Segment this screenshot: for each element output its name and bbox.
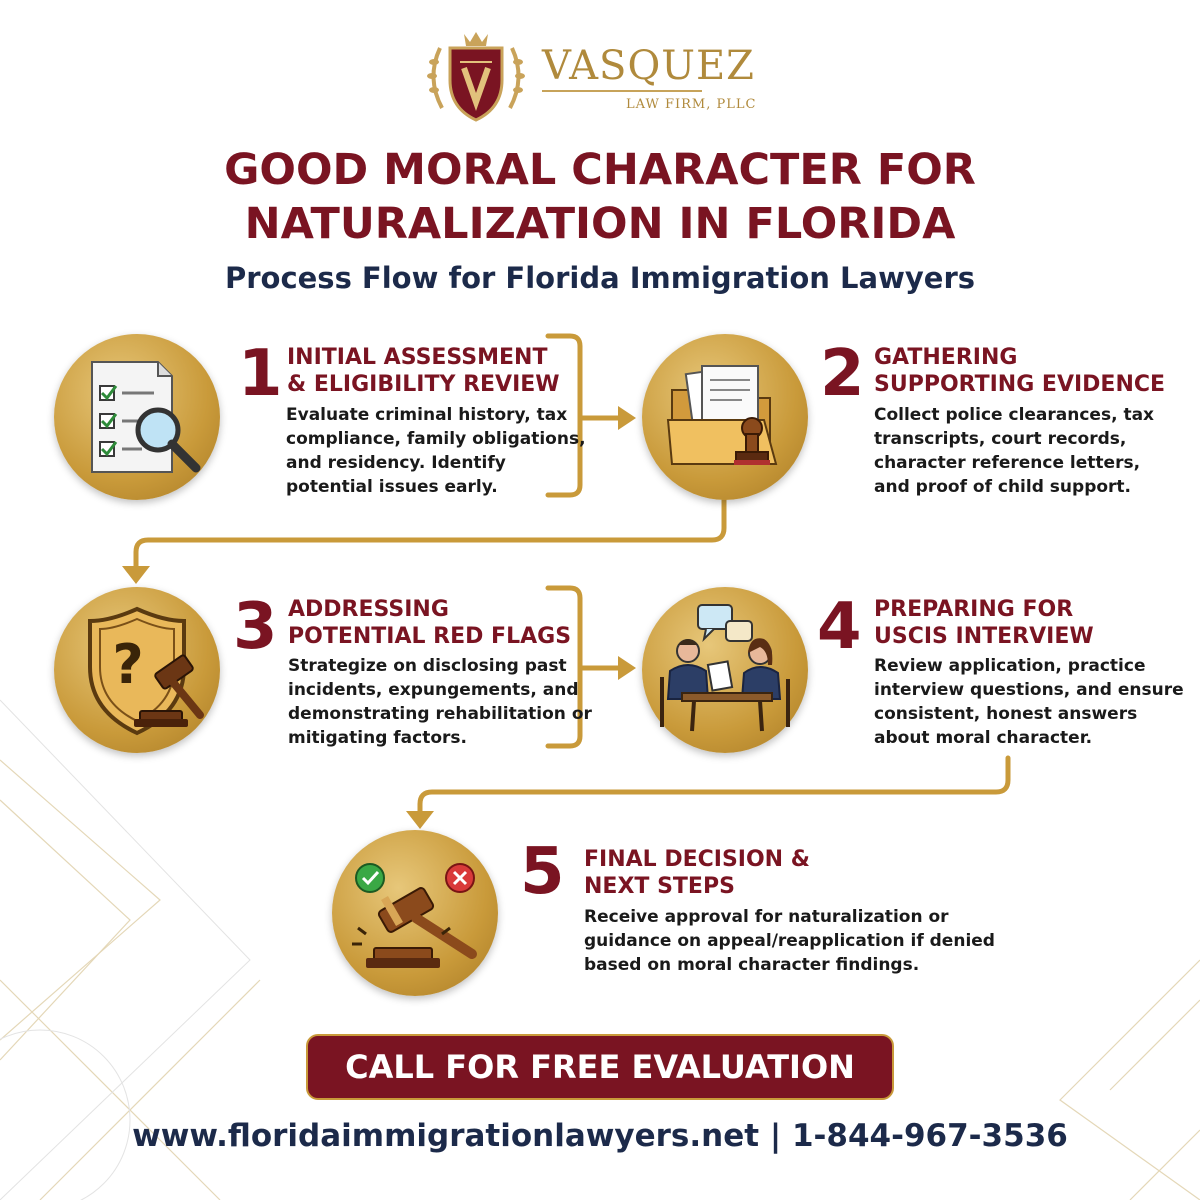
gavel-approve-deny-icon [332,830,498,996]
approve-icon [356,864,384,892]
brand-name: VASQUEZ [542,43,755,89]
step-3-number: 3 [233,590,278,664]
step-2-icon-circle [642,334,808,500]
step-4-description: Review application, practice interview questions, and ensure consistent, honest answers about moral character. [874,656,1184,748]
step-3-icon-circle [54,587,220,753]
step-5-description: Receive approval for naturalization or guidance on appeal/reapplication if denied based on moral character findings. [584,907,995,975]
step-4-title: PREPARING FOR USCIS INTERVIEW [874,597,1094,649]
step-3-description: Strategize on disclosing past incidents, expungements, and demonstrating rehabilitation or mitigating factors. [288,656,592,748]
arrowhead-3-to-4 [618,656,636,680]
page-subtitle: Process Flow for Florida Immigration Lawyers [224,261,976,295]
step-5-icon-circle [332,830,498,996]
step-5-title: FINAL DECISION & NEXT STEPS [584,847,810,899]
svg-text:?: ? [112,633,144,696]
step-2-title: GATHERING SUPPORTING EVIDENCE [874,345,1166,397]
step-1-title: INITIAL ASSESSMENT & ELIGIBILITY REVIEW [287,345,560,397]
brand-subtitle: LAW FIRM, PLLC [626,97,757,112]
free-evaluation-button[interactable]: CALL FOR FREE EVALUATION [306,1034,894,1100]
interview-meeting-icon [642,587,808,753]
folder-documents-stamp-icon [642,334,808,500]
title-line-2: NATURALIZATION IN FLORIDA [244,199,956,249]
step-1-description: Evaluate criminal history, tax compliance, family obligations, and residency. Identify potential issues early. [286,405,586,497]
title-line-1: GOOD MORAL CHARACTER FOR [224,145,976,195]
step-4-number: 4 [817,590,862,664]
arrow-2-to-3 [136,500,724,570]
step-2-description: Collect police clearances, tax transcripts, court records, character reference letters, and proof of child support. [874,405,1155,497]
arrowhead-4-to-5 [406,811,434,829]
shield-question-gavel-icon [54,587,220,753]
step-3-title: ADDRESSING POTENTIAL RED FLAGS [288,597,572,649]
arrow-4-to-5 [420,758,1008,815]
checklist-magnifier-icon [54,334,220,500]
step-4-icon-circle [642,587,808,753]
step-1-number: 1 [238,337,283,411]
step-1-icon-circle [54,334,220,500]
contact-info[interactable]: www.floridaimmigrationlawyers.net | 1-844-967-3536 [132,1118,1068,1154]
step-2-number: 2 [820,337,865,411]
arrowhead-1-to-2 [618,406,636,430]
arrowhead-2-to-3 [122,566,150,584]
step-5-number: 5 [520,835,565,909]
